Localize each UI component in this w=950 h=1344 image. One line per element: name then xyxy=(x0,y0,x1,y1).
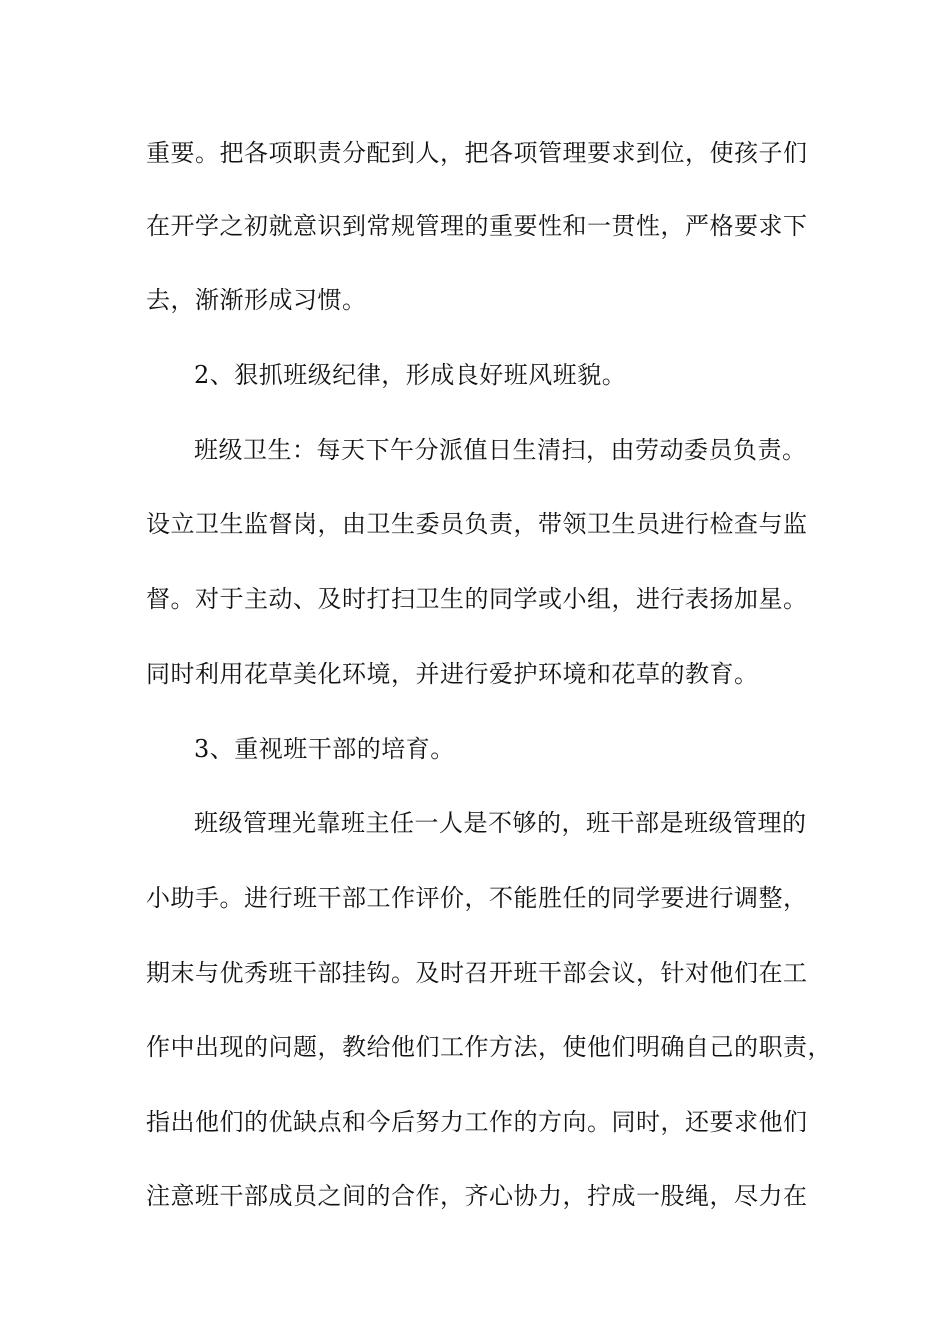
text-line: 期末与优秀班干部挂钩。及时召开班干部会议，针对他们在工 xyxy=(146,959,808,987)
section-heading: 3、重视班干部的培育。 xyxy=(194,735,455,763)
section-heading: 2、狠抓班级纪律，形成良好班风班貌。 xyxy=(194,361,627,389)
text-line: 去，渐渐形成习惯。 xyxy=(146,286,367,314)
text-line: 指出他们的优缺点和今后努力工作的方向。同时，还要求他们 xyxy=(146,1108,808,1136)
text-line: 设立卫生监督岗，由卫生委员负责，带领卫生员进行检查与监 xyxy=(146,510,808,538)
text-line: 督。对于主动、及时打扫卫生的同学或小组，进行表扬加星。 xyxy=(146,585,808,613)
paragraph-start-line: 班级管理光靠班主任一人是不够的，班干部是班级管理的 xyxy=(194,809,807,837)
text-line: 小助手。进行班干部工作评价，不能胜任的同学要进行调整， xyxy=(146,884,808,912)
paragraph-start-line: 班级卫生：每天下午分派值日生清扫，由劳动委员负责。 xyxy=(194,436,807,464)
text-line: 同时利用花草美化环境，并进行爱护环境和花草的教育。 xyxy=(146,660,759,688)
text-line: 作中出现的问题，教给他们工作方法，使他们明确自己的职责， xyxy=(146,1033,832,1061)
text-line: 注意班干部成员之间的合作，齐心协力，拧成一股绳，尽力在 xyxy=(146,1182,808,1210)
text-line: 重要。把各项职责分配到人，把各项管理要求到位，使孩子们 xyxy=(146,139,808,167)
text-line: 在开学之初就意识到常规管理的重要性和一贯性，严格要求下 xyxy=(146,212,808,240)
